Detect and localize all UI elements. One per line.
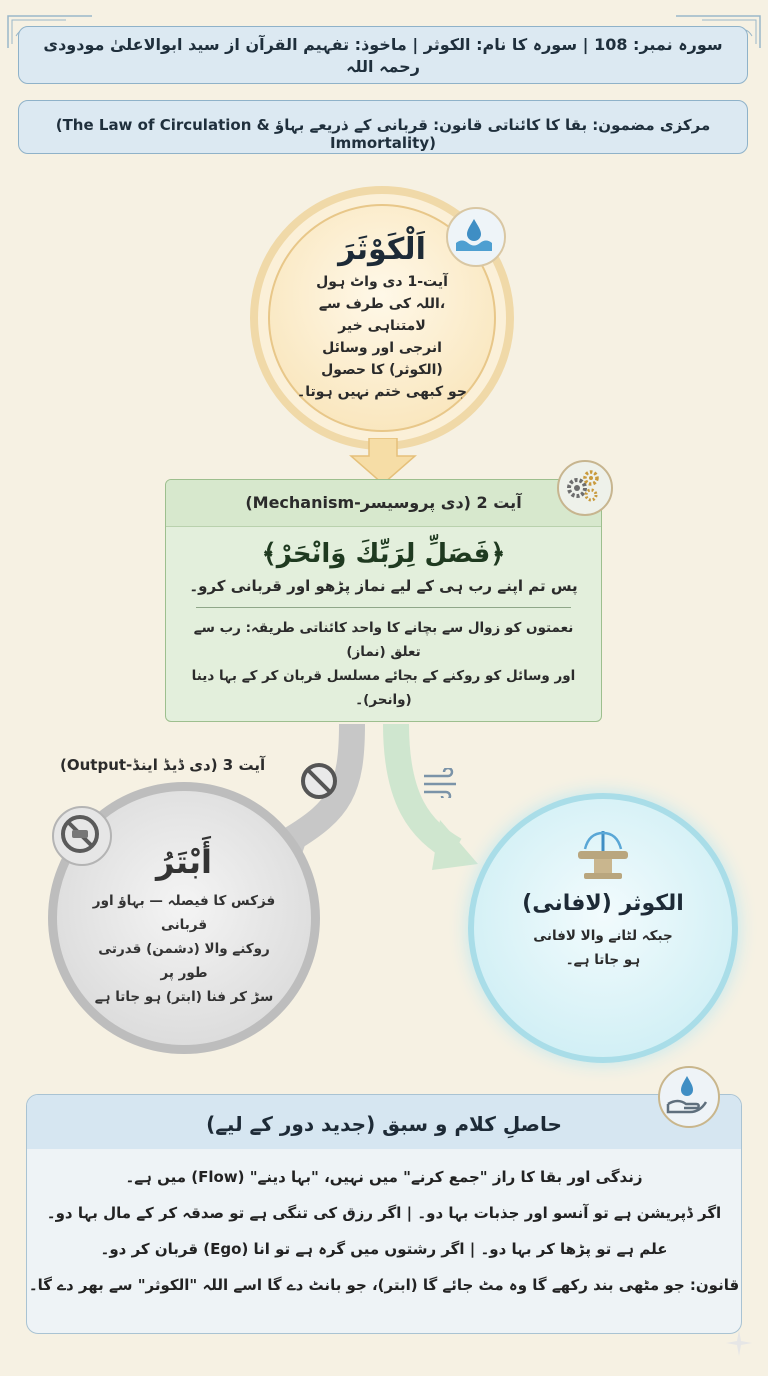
header-bar: سورہ نمبر: 108 | سورہ کا نام: الکوثر | ماخوذ: تفہیم القرآن از سید ابوالاعلیٰ مودودی رحمہ اللہ bbox=[18, 26, 748, 84]
hand-water-drop-icon bbox=[658, 1066, 720, 1128]
ayah3-label: آیت 3 (دی ڈیڈ اینڈ-Output) bbox=[60, 756, 266, 774]
ayah2-translation: پس تم اپنے رب ہی کے لیے نماز پڑھو اور قربانی کرو۔ bbox=[189, 577, 578, 595]
ayah2-explanation bbox=[188, 616, 579, 712]
ayah1-line: انرجی اور وسائل (الکوثر) کا حصول bbox=[321, 340, 443, 378]
theme-english: (The Law of Circulation & Immortality) bbox=[55, 116, 436, 152]
ayah1-line: ،اللہ کی طرف سے لامتناہی خیر bbox=[318, 296, 446, 334]
ayah1-title: اَلْکَوْثَرَ bbox=[338, 232, 426, 267]
conclusion-line: قانون: جو مٹھی بند رکھے گا وہ مٹ جائے گا (ابتر)، جو بانٹ دے گا اسے اللہ "الکوثر" سے بھر دے گا۔ bbox=[28, 1276, 740, 1294]
conclusion-heading: حاصلِ کلام و سبق (جدید دور کے لیے) bbox=[27, 1095, 741, 1149]
abtar-line: روکنے والا (دشمن) قدرتی طور پر bbox=[98, 941, 270, 981]
abtar-text bbox=[85, 889, 283, 1009]
gears-icon bbox=[557, 460, 613, 516]
kausar-eternal-line: جبکہ لٹانے والا لافانی bbox=[533, 928, 673, 944]
ayah1-line: جو کبھی ختم نہیں ہوتا۔ bbox=[297, 384, 467, 400]
ayah1-text bbox=[294, 271, 470, 403]
theme-title: مرکزی مضمون: بقا کا کائناتی قانون: قربانی کے ذریعے بہاؤ bbox=[274, 116, 711, 134]
kausar-eternal-circle bbox=[468, 793, 738, 1063]
central-theme-bar bbox=[18, 100, 748, 154]
conclusion-box bbox=[26, 1094, 742, 1334]
conclusion-line: علم ہے تو پڑھا کر بہا دو۔ | اگر رشتوں میں گرہ ہے تو انا (Ego) قربان کر دو۔ bbox=[100, 1240, 668, 1258]
ayah2-heading: آیت 2 (دی پروسیسر-Mechanism) bbox=[166, 480, 601, 527]
surah-name: سورہ کا نام: الکوثر bbox=[423, 35, 578, 54]
abtar-line: سڑ کر فنا (ابتر) ہو جاتا ہے bbox=[94, 989, 274, 1005]
source-reference: ماخوذ: تفہیم القرآن از سید ابوالاعلیٰ مودودی رحمہ اللہ bbox=[43, 35, 420, 76]
wind-flow-icon bbox=[422, 768, 462, 798]
arrow-down-icon bbox=[345, 438, 421, 484]
surah-number: سورہ نمبر: 108 bbox=[594, 35, 723, 54]
divider bbox=[196, 607, 571, 608]
kausar-eternal-title: الکوثر (لافانی) bbox=[522, 891, 684, 916]
ayah2-box bbox=[165, 479, 602, 722]
conclusion-line: زندگی اور بقا کا راز "جمع کرنے" میں نہیں، "بہا دینے" (Flow) میں ہے۔ bbox=[125, 1168, 643, 1186]
kausar-eternal-text bbox=[524, 924, 682, 972]
blocked-icon bbox=[298, 760, 340, 802]
sparkle-icon bbox=[726, 1330, 752, 1356]
abtar-line: فزکس کا فیصلہ — بہاؤ اور قربانی bbox=[92, 893, 276, 933]
ayah1-line: آیت-1 دی واٹ ہول bbox=[316, 274, 448, 290]
no-sign-icon bbox=[52, 806, 112, 866]
ayah3-label-text: آیت 3 (دی ڈیڈ اینڈ- bbox=[126, 756, 266, 774]
conclusion-line: اگر ڈپریشن ہے تو آنسو اور جذبات بہا دو۔ | اگر رزق کی تنگی ہے تو صدقہ کر کے مال بہا دو۔ bbox=[46, 1204, 722, 1222]
ayah2-heading-english: Mechanism bbox=[252, 493, 355, 512]
ayah2-explanation-line: اور وسائل کو روکنے کے بجائے مسلسل قربان کر کے بہا دینا (وانحر)۔ bbox=[191, 668, 576, 708]
fountain-icon bbox=[568, 823, 638, 883]
ayah2-heading-text: آیت 2 (دی پروسیسر- bbox=[354, 493, 522, 512]
ayah2-explanation-line: نعمتوں کو زوال سے بچانے کا واحد کائناتی طریقہ: رب سے تعلق (نماز) bbox=[193, 620, 574, 660]
water-wave-icon bbox=[446, 207, 506, 267]
abtar-title: أَبْتَرُ bbox=[156, 843, 212, 881]
kausar-eternal-line: ہو جاتا ہے۔ bbox=[565, 952, 641, 968]
ayah3-label-english: Output bbox=[66, 756, 127, 774]
ayah2-verse: ﴿فَصَلِّ لِرَبِّكَ وَانْحَرْ﴾ bbox=[261, 539, 506, 569]
